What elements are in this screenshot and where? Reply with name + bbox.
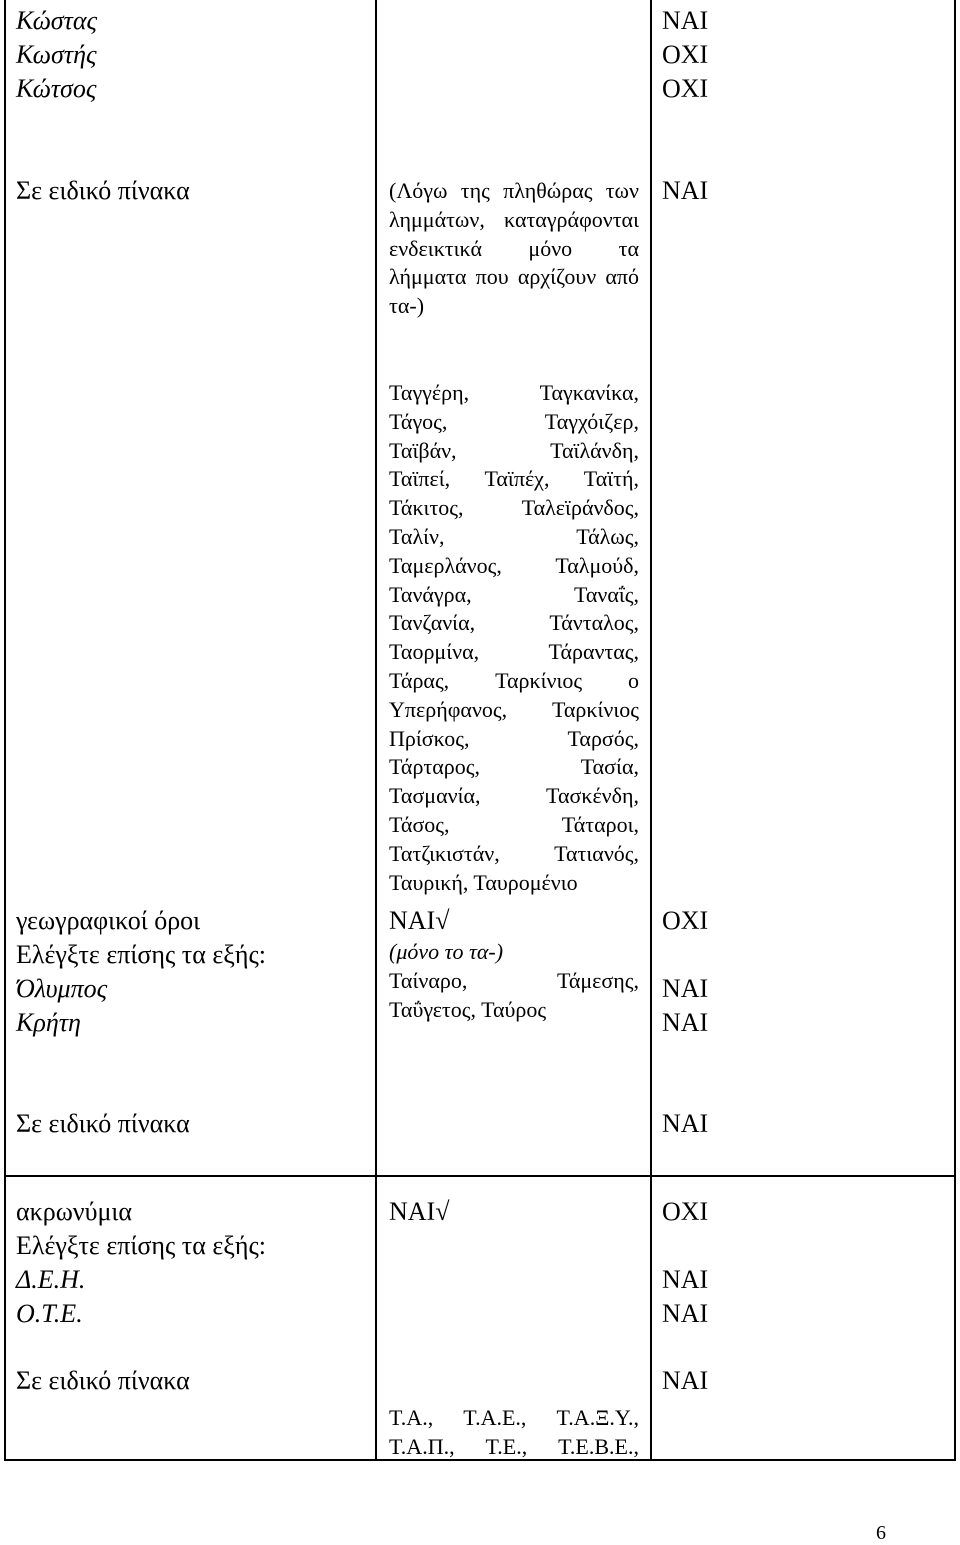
answer-value: ΝΑΙ [662,6,709,35]
section-heading: γεωγραφικοί όροι [16,906,201,935]
entry-word: Υπερήφανος, [389,696,508,722]
entry-word: Τάταροι, [561,811,639,837]
entry-row [389,494,639,523]
entry-word: Τ.Ε.Β.Ε., [558,1433,639,1459]
entry-row [389,609,639,638]
answer-value: ΟΧΙ [662,40,709,69]
entry-word: Τάκιτος, [389,495,464,521]
note-text: (Λόγω της πληθώρας των λημμάτων, καταγράφονται ενδεικτικά μόνο τα λήμματα που αρχίζουν από τα-) [389,178,639,319]
special-table-label: Σε ειδικό πίνακα [16,176,190,205]
entry-word: Ταορμίνα, [389,639,480,665]
entry-word: Τασκένδη, [546,783,639,809]
table-divider-2 [650,0,652,1461]
special-table-answer: ΝΑΙ [662,176,709,205]
entry-row [389,725,639,754]
see-also-item: Ο.Τ.Ε. [16,1299,83,1328]
entry-row [389,437,639,466]
table-border-left [4,0,6,1461]
entry-row [389,638,639,667]
entry-word: Ταλμούδ, [555,552,639,578]
entry-word: ο [628,667,639,693]
entry-row [389,840,639,869]
entry-row [389,552,639,581]
entry-word: Ταρκίνιος [551,696,639,722]
entry-word: Ταλεϊράνδος, [521,495,639,521]
entry-row [389,379,639,408]
table-row-separator [4,1175,956,1177]
entry-word: Ταγκανίκα, [539,380,639,405]
entry-word: Τ.Α.Ξ.Υ., [556,1405,639,1430]
answer-value: ΟΧΙ [662,906,709,935]
entry-row [389,1433,639,1462]
entry-row [389,696,639,725]
entry-word: Τάραντας, [548,639,639,665]
entry-word: Τανάγρα, [389,581,472,607]
answer-value: ΟΧΙ [662,1197,709,1226]
entry-word: Τατζικιστάν, [389,840,500,866]
entry-word: Ταϊβάν, [389,437,457,463]
geo-note [389,177,639,321]
acronym-entries-list [389,1404,639,1462]
only-ta-note: (μόνο το τα-) [389,939,504,964]
entry-word: Ταρκίνιος [495,667,583,693]
entry-word: Ταλίν, [389,523,445,549]
entry-row [389,967,639,996]
entry-row [389,523,639,552]
entry-word: Τ.Α.Ε., [463,1405,527,1430]
entry-word: Τάλως, [576,523,639,549]
entry-word: Τάρας, [389,667,450,693]
entry-word: Ταϊπεί, [389,466,451,492]
see-also-label: Ελέγξτε επίσης τα εξής: [16,940,266,969]
entry-row [389,1404,639,1433]
entry-word: Τασμανία, [389,783,481,809]
entry-word: Ταϊπέχ, [484,466,550,492]
entry-word: Τασία, [580,754,639,780]
geo-entries-list [389,379,639,897]
name-item: Κωστής [16,40,97,69]
page-number: 6 [876,1522,886,1544]
entry-word: Ταγχόιζερ, [544,408,639,434]
entry-word: Τάμεσης, [556,968,639,993]
special-table-answer: ΝΑΙ [662,1366,709,1395]
answer-value: ΝΑΙ [662,1265,709,1294]
name-item: Κώτσος [16,74,97,103]
entry-row [389,753,639,782]
yes-check-mark: ΝΑΙ√ [389,1197,450,1226]
special-table-label: Σε ειδικό πίνακα [16,1109,190,1138]
answer-value: ΝΑΙ [662,974,709,1003]
see-also-item: Δ.Ε.Η. [16,1265,86,1294]
entry-row [389,782,639,811]
entry-word: Ταναΐς, [573,581,639,607]
entry-row-last: Ταυρική, Ταυρομένιο [389,869,578,895]
see-also-label: Ελέγξτε επίσης τα εξής: [16,1231,266,1260]
entry-row [389,667,639,696]
answer-value: ΝΑΙ [662,1008,709,1037]
entry-row [389,408,639,437]
see-also-item: Όλυμπος [16,974,108,1003]
section-heading: ακρωνύμια [16,1197,132,1226]
yes-check-mark: ΝΑΙ√ [389,906,450,935]
entry-word: Ταρσός, [567,725,639,751]
entry-word: Τάγος, [389,408,448,434]
see-also-item: Κρήτη [16,1008,81,1037]
entry-word: Τ.Α., [389,1405,434,1430]
entry-word: Ταϊλάνδη, [550,437,639,463]
entry-word: Τ.Ε., [485,1433,528,1459]
special-table-label: Σε ειδικό πίνακα [16,1366,190,1395]
answer-value: ΟΧΙ [662,74,709,103]
entry-word: Πρίσκος, [389,725,470,751]
entry-word: Ταγγέρη, [389,380,470,405]
entry-row [389,465,639,494]
table-border-right [954,0,956,1461]
entry-word: Ταϊτή, [583,466,639,492]
entry-word: Τάνταλος, [549,610,639,636]
entry-word: Ταμερλάνος, [389,552,502,578]
answer-value: ΝΑΙ [662,1299,709,1328]
table-divider-1 [375,0,377,1461]
entry-word: Τάρταρος, [389,754,480,780]
entry-row [389,811,639,840]
entry-word: Τανζανία, [389,610,476,636]
entry-word: Τατιανός, [554,840,639,866]
entry-word: Ταίναρο, [389,968,468,993]
name-item: Κώστας [16,6,98,35]
special-table-answer: ΝΑΙ [662,1109,709,1138]
entry-word: Τ.Α.Π., [389,1433,455,1459]
entry-row [389,581,639,610]
terms-entries-list [389,967,639,1025]
entry-row-last: Ταΰγετος, Ταύρος [389,996,547,1022]
entry-word: Τάσος, [389,811,450,837]
